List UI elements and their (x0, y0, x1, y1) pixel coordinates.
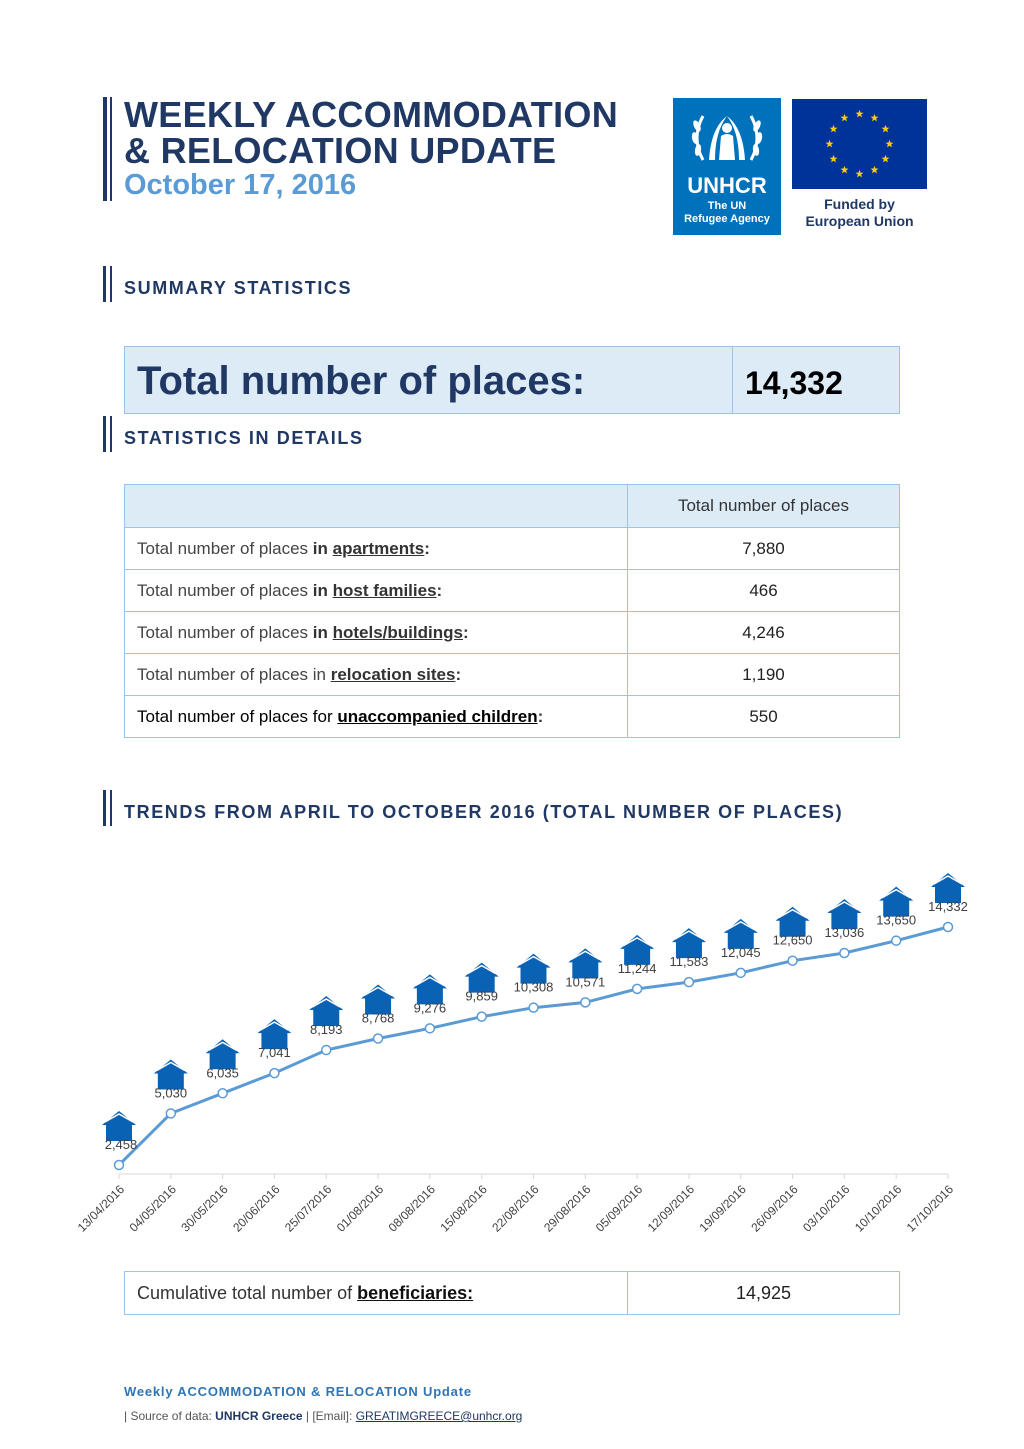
beneficiaries-label-pre: Cumulative total number of (137, 1283, 358, 1303)
data-point (736, 968, 745, 977)
data-point (166, 1109, 175, 1118)
data-point (115, 1161, 124, 1170)
data-point (270, 1069, 279, 1078)
x-tick-label: 29/08/2016 (541, 1182, 594, 1235)
eu-stars-icon (792, 99, 927, 189)
footer-source-mid: | [Email]: (302, 1409, 356, 1423)
data-point (477, 1012, 486, 1021)
x-tick-label: 30/05/2016 (178, 1182, 231, 1235)
data-point (684, 978, 693, 987)
trends-heading-bar (103, 790, 106, 826)
row-value: 7,880 (628, 528, 900, 570)
x-tick-label: 05/09/2016 (592, 1182, 646, 1235)
x-tick-label: 13/04/2016 (74, 1182, 128, 1235)
row-label-key: unaccompanied children (337, 706, 538, 726)
eu-star-icon (856, 170, 864, 178)
total-places-box (124, 346, 900, 414)
data-label: 13,036 (824, 924, 865, 940)
eu-star-icon (886, 140, 894, 148)
eu-flag (792, 99, 927, 189)
details-column-header: Total number of places (628, 485, 900, 528)
data-label: 6,035 (206, 1065, 239, 1081)
x-tick-label: 10/10/2016 (851, 1182, 905, 1235)
beneficiaries-value: 14,925 (735, 1283, 792, 1303)
x-tick-label: 01/08/2016 (333, 1182, 387, 1235)
eu-funded-line1: Funded by (824, 196, 895, 212)
row-label-pre: Total number of places (137, 580, 313, 600)
eu-star-icon (871, 166, 879, 174)
x-tick-label: 04/05/2016 (126, 1182, 179, 1235)
row-label-pre: Total number of places in (137, 664, 331, 684)
details-table-header-row (125, 485, 900, 528)
row-label-mid: in (312, 580, 333, 600)
data-label: 8,768 (361, 1010, 395, 1026)
total-places-label: Total number of places: (137, 359, 586, 403)
details-heading-bar-thin (110, 416, 112, 452)
x-tick-label: 20/06/2016 (230, 1182, 283, 1235)
title-accent-bar (103, 97, 107, 201)
summary-heading-bar (103, 266, 106, 302)
data-label: 9,276 (413, 1000, 447, 1016)
eu-star-icon (826, 140, 834, 148)
x-tick-label: 22/08/2016 (489, 1182, 542, 1235)
report-date: October 17, 2016 (124, 169, 357, 201)
unhcr-emblem-icon (673, 98, 781, 174)
eu-funded-text (792, 196, 927, 230)
eu-star-icon (841, 114, 849, 122)
row-label-post: : (537, 706, 544, 726)
data-point (529, 1003, 538, 1012)
row-label (125, 612, 628, 654)
details-table-header-empty (125, 485, 628, 528)
beneficiaries-label-key: beneficiaries: (357, 1283, 474, 1303)
details-heading: STATISTICS IN DETAILS (124, 428, 364, 448)
total-places-divider (732, 347, 733, 413)
row-label-mid: in (312, 622, 333, 642)
data-point (633, 984, 642, 993)
summary-heading: SUMMARY STATISTICS (124, 278, 353, 298)
eu-funded-line2: European Union (805, 213, 914, 229)
data-label: 14,332 (928, 899, 968, 914)
row-value: 4,246 (628, 612, 900, 654)
data-point (840, 948, 849, 957)
row-label (125, 570, 628, 612)
row-value: 550 (628, 696, 900, 738)
total-places-value: 14,332 (745, 365, 843, 401)
table-row (125, 528, 900, 570)
table-row (125, 612, 900, 654)
eu-star-icon (841, 166, 849, 174)
unhcr-logo-sub2: Refugee Agency (684, 213, 770, 225)
details-heading-bar (103, 416, 106, 452)
data-point (788, 956, 797, 965)
trends-line-chart (55, 840, 1005, 1260)
footer-source-pre: | Source of data: (124, 1409, 216, 1423)
data-label: 11,583 (669, 954, 709, 970)
data-label: 10,571 (565, 974, 606, 990)
data-label: 12,650 (772, 932, 813, 948)
beneficiaries-box (124, 1271, 900, 1315)
x-tick-label: 03/10/2016 (800, 1182, 853, 1235)
eu-star-icon (871, 114, 879, 122)
title-accent-bar-thin (110, 97, 112, 201)
data-label: 5,030 (154, 1085, 188, 1101)
row-label-pre: Total number of places (137, 622, 313, 642)
data-label: 11,244 (617, 960, 657, 976)
data-label: 13,650 (876, 912, 917, 928)
page-title-line2: & RELOCATION UPDATE (124, 130, 557, 171)
row-label-pre: Total number of places (137, 538, 313, 558)
x-tick-label: 08/08/2016 (385, 1182, 438, 1235)
trends-heading: TRENDS FROM APRIL TO OCTOBER 2016 (TOTAL NUMBER OF PLACES) (124, 802, 844, 822)
data-label: 2,458 (104, 1137, 138, 1152)
row-label-post: : (436, 580, 443, 600)
data-label: 9,859 (465, 988, 498, 1004)
x-tick-label: 19/09/2016 (696, 1182, 749, 1235)
eu-star-icon (830, 155, 838, 163)
data-point (218, 1089, 227, 1098)
footer-source-org: UNHCR Greece (215, 1409, 303, 1423)
data-point (425, 1024, 434, 1033)
row-label (125, 528, 628, 570)
data-label: 8,193 (309, 1022, 343, 1038)
footer-email-link[interactable]: GREATIMGREECE@unhcr.org (355, 1409, 523, 1423)
table-row (125, 570, 900, 612)
data-label: 12,045 (720, 944, 761, 960)
page-title-line1: WEEKLY ACCOMMODATION (124, 94, 619, 135)
x-tick-label: 25/07/2016 (282, 1182, 335, 1235)
row-label-key: apartments (332, 538, 425, 558)
row-label-post: : (424, 538, 430, 558)
row-label-key: relocation sites (330, 664, 456, 684)
row-label-mid: in (312, 538, 333, 558)
row-label-key: hotels/buildings (332, 622, 463, 642)
summary-heading-bar-thin (110, 266, 112, 302)
footer-source (124, 1409, 522, 1423)
eu-star-icon (830, 125, 838, 133)
unhcr-logo-sub (673, 200, 781, 226)
data-point (892, 936, 901, 945)
row-label (125, 654, 628, 696)
beneficiaries-label (137, 1283, 473, 1304)
row-label-key: host families (332, 580, 437, 600)
data-point (944, 923, 953, 932)
table-row (125, 654, 900, 696)
x-tick-label: 17/10/2016 (903, 1182, 957, 1235)
row-label (125, 696, 628, 738)
table-row (125, 696, 900, 738)
trends-heading-bar-thin (110, 790, 112, 826)
row-label-post: : (462, 622, 469, 642)
eu-star-icon (881, 155, 889, 163)
row-value: 1,190 (628, 654, 900, 696)
unhcr-logo-name: UNHCR (687, 173, 767, 198)
x-tick-label: 15/08/2016 (437, 1182, 490, 1235)
eu-star-icon (881, 125, 889, 133)
row-label-post: : (455, 664, 462, 684)
data-point (322, 1046, 331, 1055)
row-value: 466 (628, 570, 900, 612)
data-point (581, 998, 590, 1007)
footer-title: Weekly ACCOMMODATION & RELOCATION Update (124, 1384, 472, 1399)
eu-star-icon (856, 110, 864, 118)
data-point (374, 1034, 383, 1043)
data-label: 7,041 (258, 1045, 291, 1061)
unhcr-logo-sub1: The UN (707, 200, 747, 212)
row-label-pre: Total number of places for (137, 706, 338, 726)
unhcr-logo (673, 98, 781, 235)
details-table (124, 484, 900, 738)
data-label: 10,308 (513, 979, 554, 995)
x-tick-label: 26/09/2016 (748, 1182, 801, 1235)
x-tick-label: 12/09/2016 (644, 1182, 698, 1235)
